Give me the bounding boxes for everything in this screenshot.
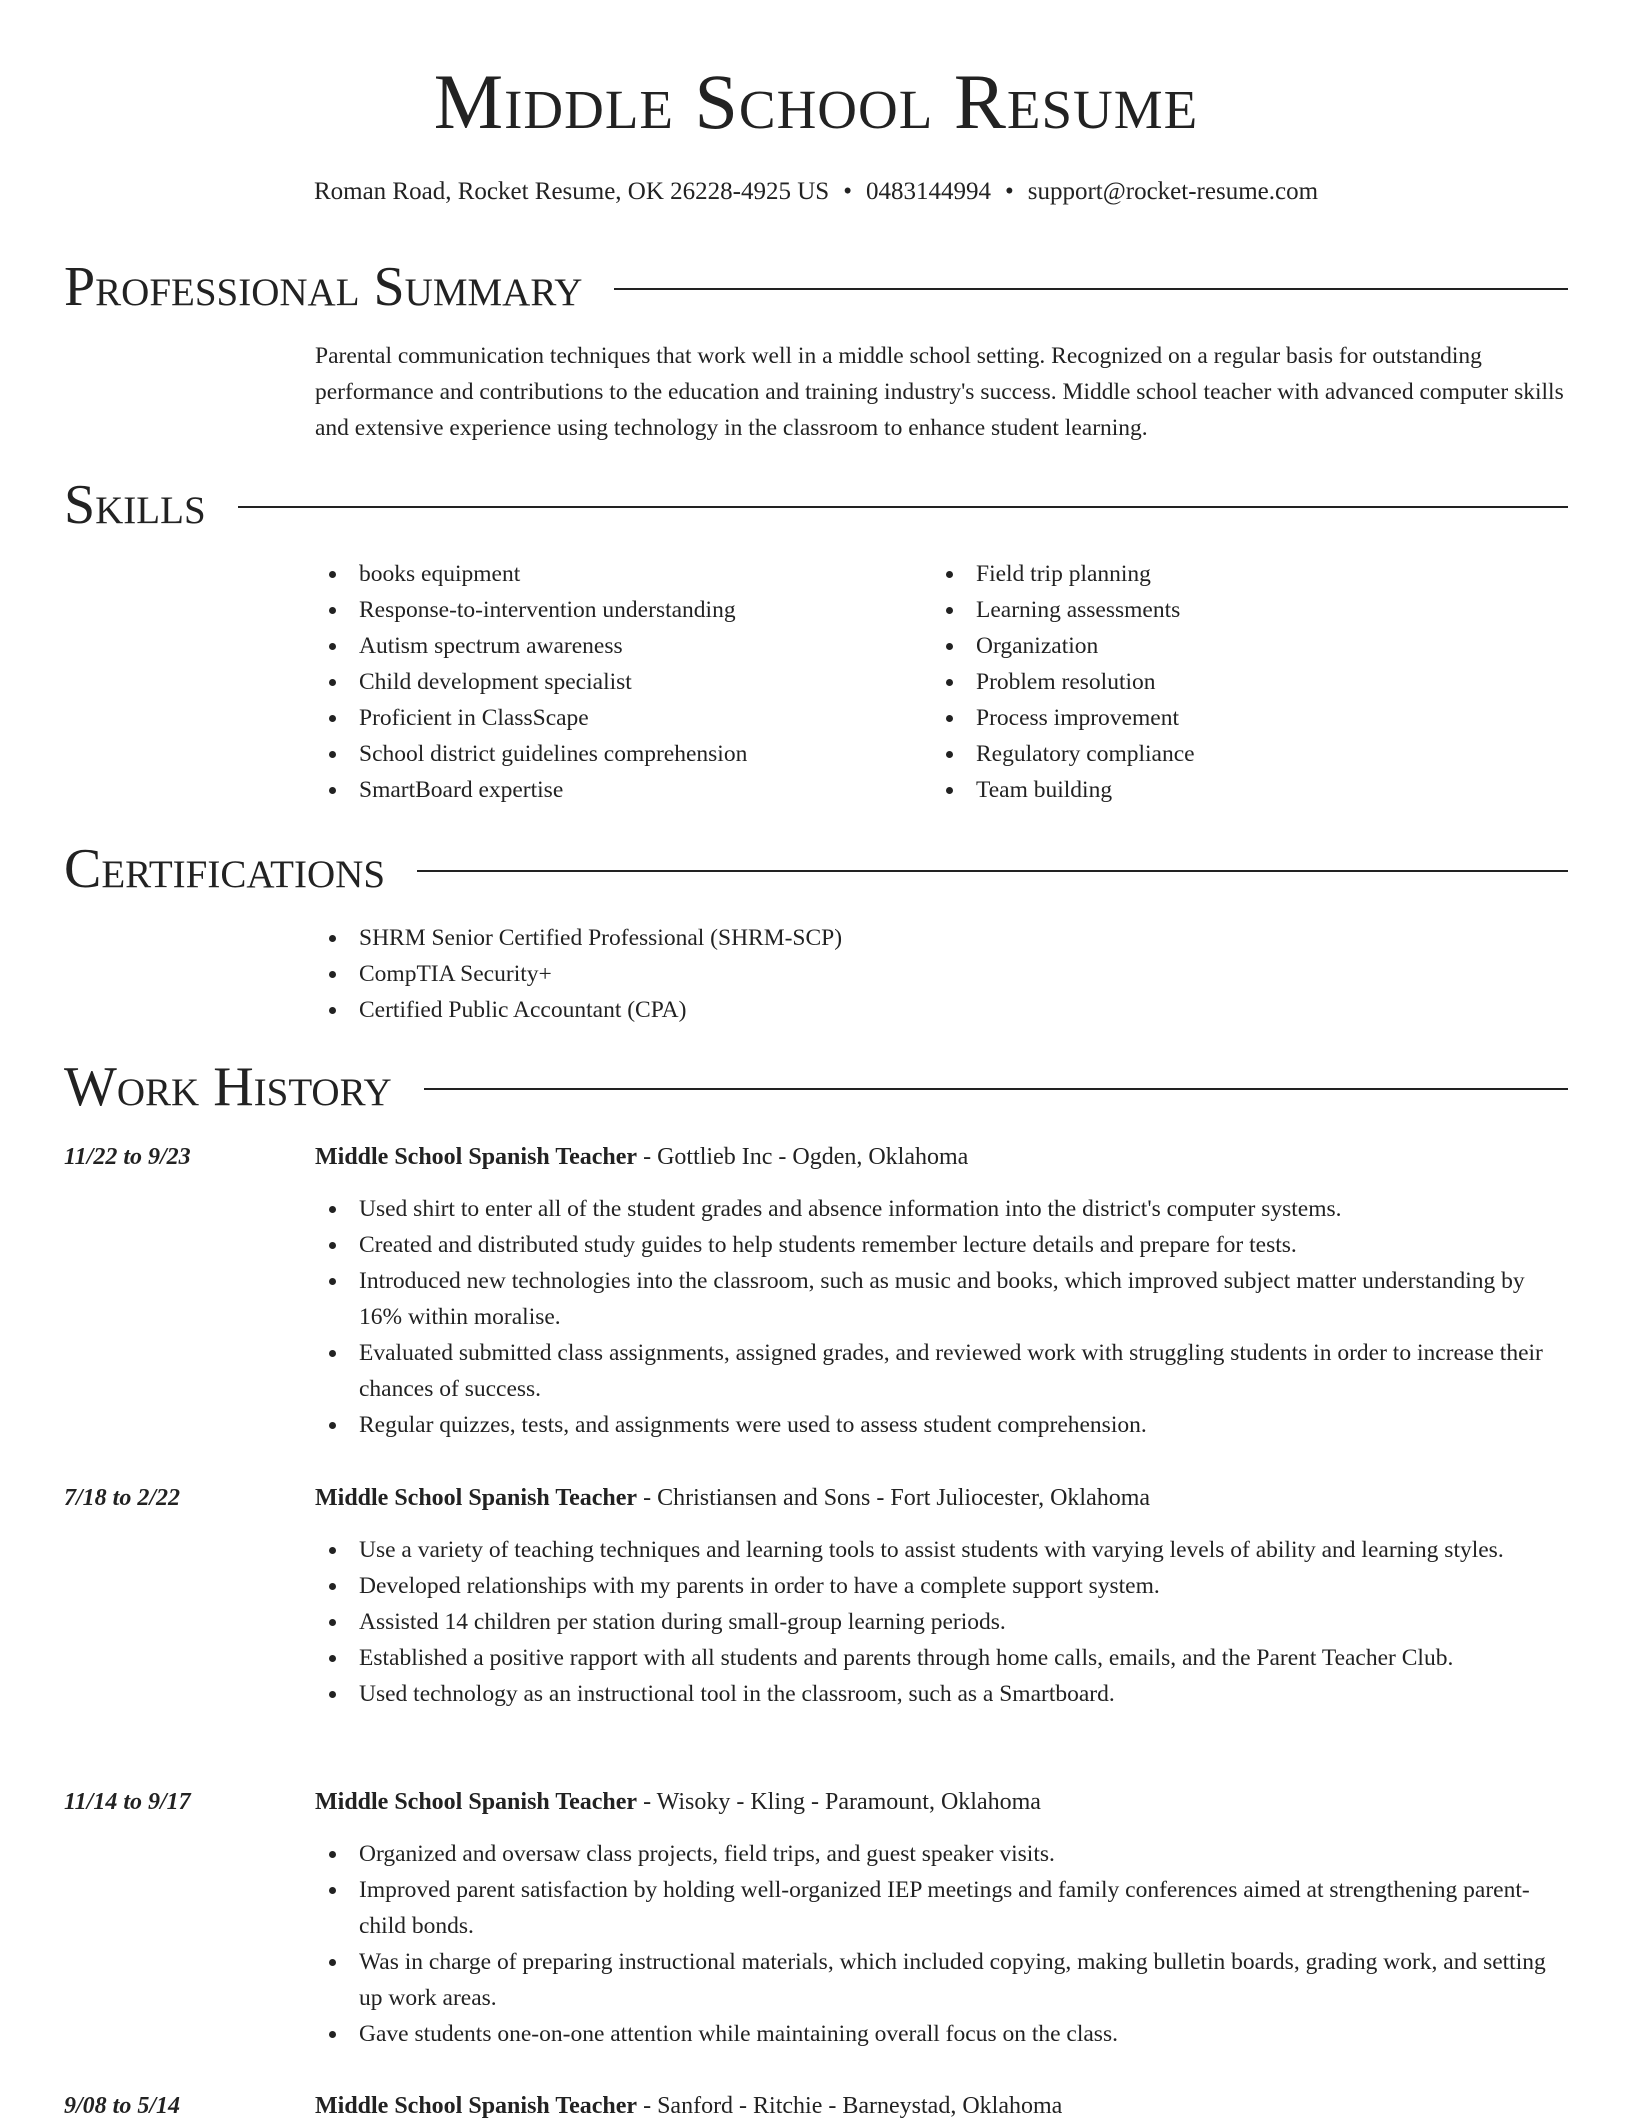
section-title-work-history: Work History [64,1056,392,1118]
section-divider [614,288,1568,290]
section-divider [424,1088,1568,1090]
job-dates: 11/14 to 9/17 [64,1789,191,1815]
job-heading [315,1480,1150,1516]
section-certifications-header [64,834,1568,904]
contact-email: support@rocket-resume.com [1027,178,1319,205]
skill-item: School district guidelines comprehension [315,736,915,772]
section-title-summary: Professional Summary [64,256,583,318]
job-bullets [315,1191,1570,1443]
job-bullet: Regular quizzes, tests, and assignments were used to assess student comprehension. [315,1407,1570,1443]
job-employer-location: - Wisoky - Kling - Paramount, Oklahoma [637,1789,1041,1815]
section-summary-header [64,252,1568,322]
skill-item: Problem resolution [932,664,1552,700]
skill-item: Child development specialist [315,664,915,700]
skill-item: Learning assessments [932,592,1552,628]
skill-item: SmartBoard expertise [315,772,915,808]
job-bullet: Developed relationships with my parents in order to have a complete support system. [315,1568,1570,1604]
skill-item: Proficient in ClassScape [315,700,915,736]
job-heading [315,2088,1062,2124]
job-bullets [315,1836,1570,2052]
resume-title: Middle School Resume [433,58,1199,145]
skill-item: Process improvement [932,700,1552,736]
job-bullet: Evaluated submitted class assignments, assigned grades, and reviewed work with struggling students in order to increase their chances of success. [315,1335,1570,1407]
contact-phone: 0483144994 [865,178,991,205]
job-employer-location: - Christiansen and Sons - Fort Juliocester, Oklahoma [637,1485,1151,1511]
job-bullet: Assisted 14 children per station during small-group learning periods. [315,1604,1570,1640]
job-bullet: Used shirt to enter all of the student grades and absence information into the district's computer systems. [315,1191,1570,1227]
contact-line [0,172,1632,212]
job-heading [315,1139,968,1175]
section-title-certifications: Certifications [64,838,386,900]
job-heading [315,1784,1041,1820]
job-employer-location: - Sanford - Ritchie - Barneystad, Oklahoma [637,2093,1063,2119]
contact-separator: • [843,178,852,205]
section-divider [238,506,1568,508]
job-dates: 11/22 to 9/23 [64,1144,191,1170]
job-bullet: Was in charge of preparing instructional materials, which included copying, making bulletin boards, grading work, and setting up work areas. [315,1944,1570,2016]
contact-separator: • [1004,178,1014,205]
certification-item: Certified Public Accountant (CPA) [315,992,1570,1028]
job-bullet: Organized and oversaw class projects, field trips, and guest speaker visits. [315,1836,1570,1872]
summary-text: Parental communication techniques that work well in a middle school setting. Recognized on a regular basis for outstanding performance and contributions to the education and training industry's success. Middle school teacher with advanced computer skills and extensive experience using technology in the classroom to enhance student learning. [315,343,1564,441]
job-bullet: Introduced new technologies into the classroom, such as music and books, which improved subject matter understanding by 16% within moralise. [315,1263,1570,1335]
contact-address: Roman Road, Rocket Resume, OK 26228-4925 US [313,178,830,205]
job-employer-location: - Gottlieb Inc - Ogden, Oklahoma [637,1144,969,1170]
job-bullet: Used technology as an instructional tool in the classroom, such as a Smartboard. [315,1676,1570,1712]
skill-item: Organization [932,628,1552,664]
skill-item: Team building [932,772,1552,808]
section-work-history-header [64,1052,1568,1122]
section-title-skills: Skills [64,474,206,536]
job-bullet: Improved parent satisfaction by holding well-organized IEP meetings and family conferences aimed at strengthening parent-child bonds. [315,1872,1570,1944]
job-role: Middle School Spanish Teacher [315,1789,638,1815]
job-dates: 7/18 to 2/22 [64,1485,181,1511]
section-divider [417,870,1568,872]
job-dates: 9/08 to 5/14 [64,2093,181,2119]
certification-item: CompTIA Security+ [315,956,1570,992]
job-bullets [315,1532,1570,1712]
skills-list-right [932,556,1552,808]
job-bullet: Use a variety of teaching techniques and learning tools to assist students with varying levels of ability and learning styles. [315,1532,1570,1568]
skill-item: Response-to-intervention understanding [315,592,915,628]
skill-item: Regulatory compliance [932,736,1552,772]
job-role: Middle School Spanish Teacher [315,2093,638,2119]
skills-list-left [315,556,915,808]
job-role: Middle School Spanish Teacher [315,1144,638,1170]
section-skills-header [64,470,1568,540]
certification-item: SHRM Senior Certified Professional (SHRM-SCP) [315,920,1570,956]
job-bullet: Created and distributed study guides to help students remember lecture details and prepare for tests. [315,1227,1570,1263]
job-role: Middle School Spanish Teacher [315,1485,638,1511]
job-bullet: Gave students one-on-one attention while maintaining overall focus on the class. [315,2016,1570,2052]
skill-item: Field trip planning [932,556,1552,592]
skill-item: Autism spectrum awareness [315,628,915,664]
job-bullet: Established a positive rapport with all students and parents through home calls, emails, and the Parent Teacher Club. [315,1640,1570,1676]
skill-item: books equipment [315,556,915,592]
certifications-list [315,920,1570,1028]
